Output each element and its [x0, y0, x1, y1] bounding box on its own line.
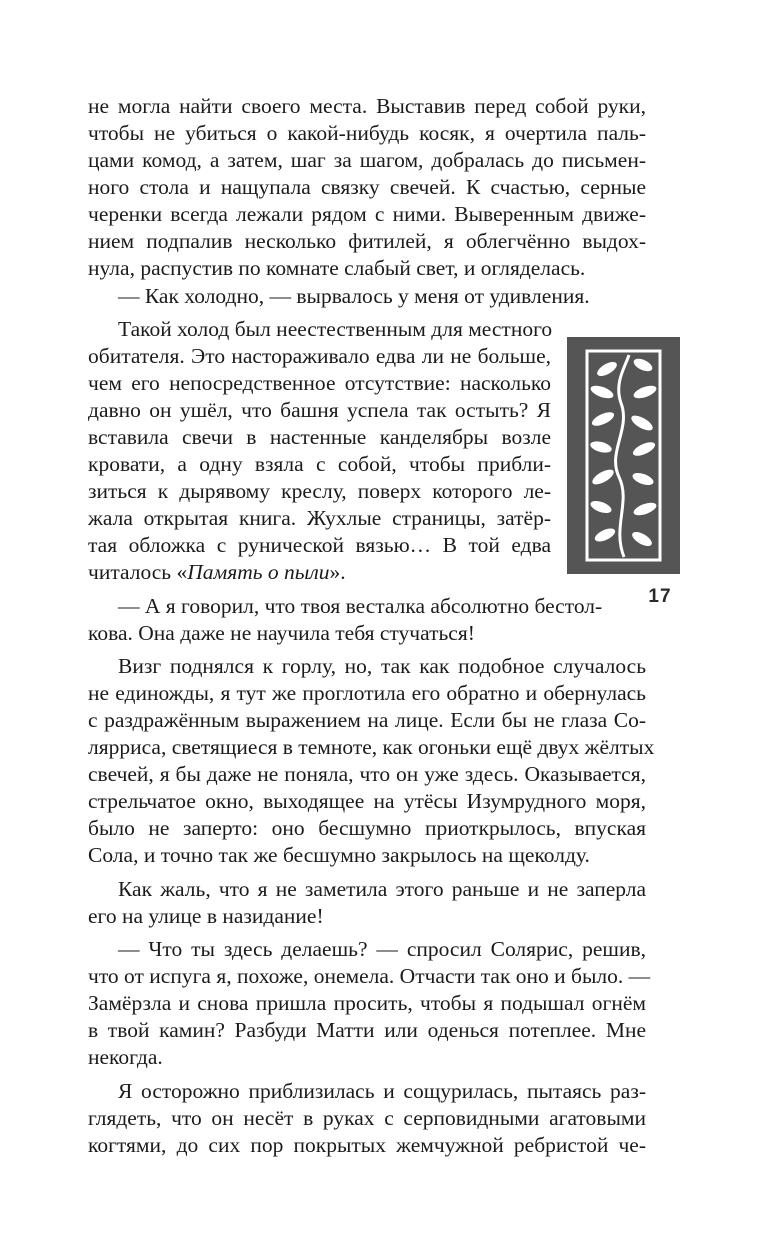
text-line: цами комод, а затем, шаг за шагом, добралась до письмен-	[88, 148, 646, 172]
text-line: вставила свечи в настенные канделябры возле	[88, 425, 551, 449]
text-line: некогда.	[88, 1045, 163, 1069]
text-line: глядеть, что он несёт в руках с серповидными агатовыми	[88, 1106, 646, 1130]
text-line: — Как холодно, — вырвалось у меня от удивления.	[118, 284, 590, 308]
text-line: лярриса, светящиеся в темноте, как огоньки ещё двух жёлтых	[88, 735, 655, 759]
text-line: тая обложка с рунической вязью… В той едва	[88, 533, 551, 557]
text-line: когтями, до сих пор покрытых жемчужной ребристой че-	[88, 1133, 646, 1157]
text-line: Сола, и точно так же бесшумно закрылось на щеколду.	[88, 843, 590, 867]
text-line: Как жаль, что я не заметила этого раньше и не заперла	[118, 877, 646, 901]
text-line: кова. Она даже не научила тебя стучаться!	[88, 621, 475, 645]
text-fragment: читалось «	[88, 560, 188, 584]
text-line: нием подпалив несколько фитилей, я облегчённо выдох-	[88, 229, 646, 253]
text-line: нула, распустив по комнате слабый свет, и огляделась.	[88, 256, 586, 280]
text-line	[88, 559, 346, 586]
text-line: не единожды, я тут же проглотила его обратно и обернулась	[88, 681, 646, 705]
leaf-vine-icon	[567, 337, 680, 574]
text-line: жала открытая книга. Жухлые страницы, затёр-	[88, 506, 551, 530]
text-line: Такой холод был неестественным для местного	[118, 317, 553, 341]
text-line: кровати, а одну взяла с собой, чтобы прибли-	[88, 452, 551, 476]
text-line: — Что ты здесь делаешь? — спросил Солярис, решив,	[118, 937, 646, 961]
text-line: черенки всегда лежали рядом с ними. Выверенным движе-	[88, 202, 646, 226]
text-line: ного стола и нащупала связку свечей. К счастью, серные	[88, 175, 646, 199]
book-title: Память о пыли	[187, 560, 330, 584]
text-line: Визг поднялся к горлу, но, так как подобное случалось	[118, 654, 646, 678]
text-line: что от испуга я, похоже, онемела. Отчасти так оно и было. —	[88, 964, 651, 988]
text-line: Я осторожно приблизилась и сощурилась, пытаясь раз-	[118, 1079, 646, 1103]
text-line: в твой камин? Разбуди Матти или оденься потеплее. Мне	[88, 1018, 646, 1042]
text-line: чем его непосредственное отсутствие: насколько	[88, 371, 551, 395]
text-line: обитателя. Это настораживало едва ли не больше,	[88, 344, 551, 368]
text-line: — А я говорил, что твоя весталка абсолютно бестол-	[118, 594, 603, 618]
text-line: Замёрзла и снова пришла просить, чтобы я подышал огнём	[88, 991, 646, 1015]
text-line: его на улице в назидание!	[88, 904, 324, 928]
text-line: было не заперто: оно бесшумно приоткрылось, впуская	[88, 816, 646, 840]
text-line: зиться к дырявому креслу, поверх которого ле-	[88, 479, 551, 503]
text-line: чтобы не убиться о какой-нибудь косяк, я очертила паль-	[88, 121, 646, 145]
text-line: не могла найти своего места. Выставив перед собой руки,	[88, 94, 646, 118]
text-line: с раздражённым выражением на лице. Если бы не глаза Со-	[88, 708, 646, 732]
text-line: стрельчатое окно, выходящее на утёсы Изумрудного моря,	[88, 789, 646, 813]
text-fragment: ».	[329, 560, 346, 584]
page-number: 17	[648, 586, 672, 607]
text-line: свечей, я бы даже не поняла, что он уже здесь. Оказывается,	[88, 762, 646, 786]
leaf-ornament	[567, 337, 680, 574]
text-line: давно он ушёл, что башня успела так остыть? Я	[88, 398, 551, 422]
